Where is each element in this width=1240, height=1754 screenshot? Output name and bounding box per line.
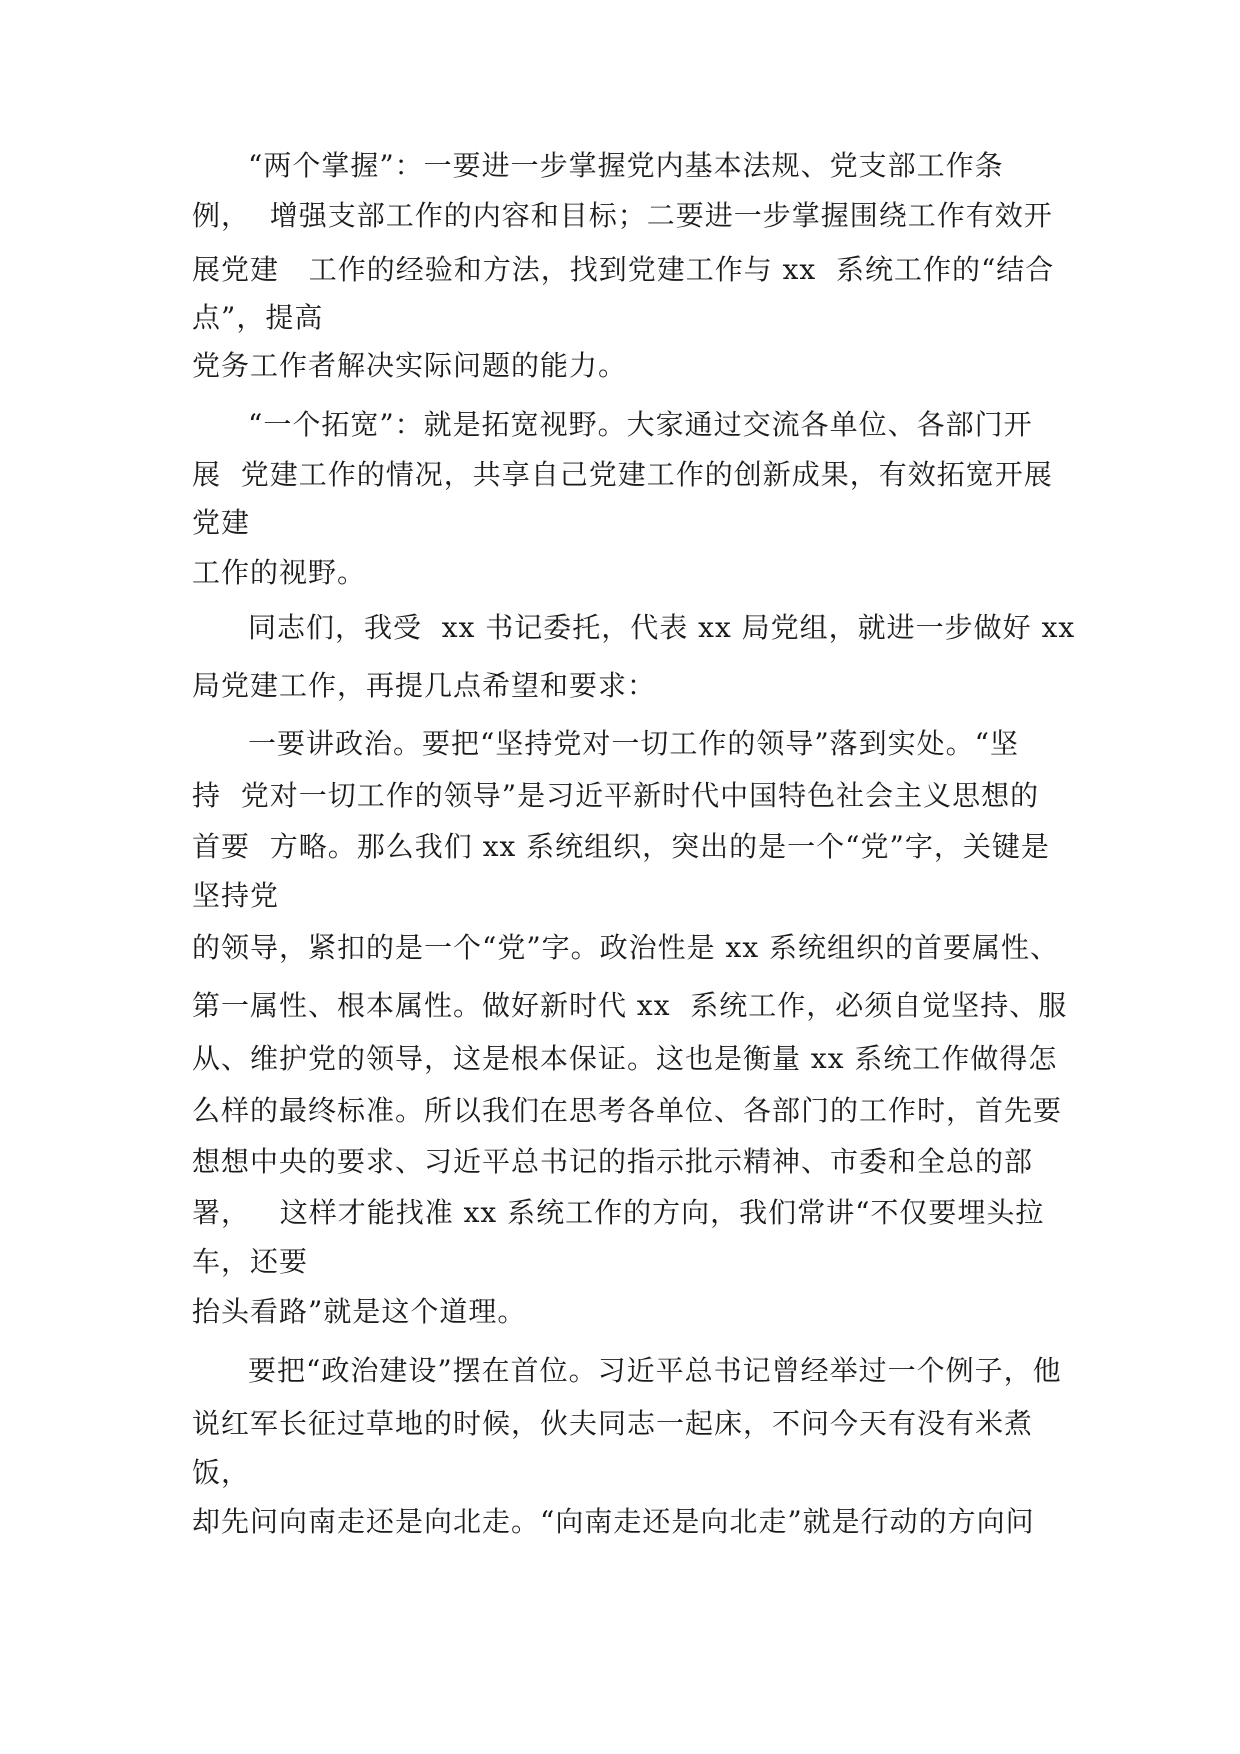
text-line: 党建 bbox=[192, 506, 251, 539]
text-line: 车，还要 bbox=[192, 1245, 309, 1278]
text-line: 从、维护党的领导，这是根本保证。这也是衡量 xx 系统工作做得怎 bbox=[192, 1042, 1058, 1075]
text-line: 例， 增强支部工作的内容和目标；二要进一步掌握围绕工作有效开 bbox=[192, 199, 1053, 232]
text-line: 署， 这样才能找准 xx 系统工作的方向，我们常讲“不仅要埋头拉 bbox=[192, 1196, 1045, 1229]
text-line: 党务工作者解决实际问题的能力。 bbox=[192, 349, 628, 382]
text-line: 工作的视野。 bbox=[192, 556, 367, 589]
text-line: 第一属性、根本属性。做好新时代 xx 系统工作，必须自觉坚持、服 bbox=[192, 989, 1068, 1022]
text-line: 饭， bbox=[192, 1456, 251, 1489]
text-line: 同志们，我受 xx 书记委托，代表 xx 局党组，就进一步做好 xx bbox=[248, 611, 1076, 644]
text-line: 的领导，紧扣的是一个“党”字。政治性是 xx 系统组织的首要属性、 bbox=[192, 931, 1060, 964]
text-line: 抬头看路”就是这个道理。 bbox=[192, 1295, 527, 1328]
text-line: 要把“政治建设”摆在首位。习近平总书记曾经举过一个例子，他 bbox=[248, 1354, 1062, 1387]
text-line: 却先问向南走还是向北走。“向南走还是向北走”就是行动的方向问 bbox=[192, 1505, 1035, 1538]
text-line: 展党建 工作的经验和方法，找到党建工作与 xx 系统工作的“结合 bbox=[192, 253, 1055, 286]
text-line: 持 党对一切工作的领导”是习近平新时代中国特色社会主义思想的 bbox=[192, 779, 1040, 812]
text-line: 想想中央的要求、习近平总书记的指示批示精神、市委和全总的部 bbox=[192, 1145, 1034, 1178]
text-line: 一要讲政治。要把“坚持党对一切工作的领导”落到实处。“坚 bbox=[248, 727, 1019, 760]
text-line: 点”，提高 bbox=[192, 301, 324, 334]
text-line: 首要 方略。那么我们 xx 系统组织，突出的是一个“党”字，关键是 bbox=[192, 830, 1050, 863]
text-line: “一个拓宽”：就是拓宽视野。大家通过交流各单位、各部门开 bbox=[248, 408, 1033, 441]
text-line: “两个掌握”：一要进一步掌握党内基本法规、党支部工作条 bbox=[248, 149, 1004, 182]
text-line: 么样的最终标准。所以我们在思考各单位、各部门的工作时，首先要 bbox=[192, 1094, 1063, 1127]
text-line: 展 党建工作的情况，共享自己党建工作的创新成果，有效拓宽开展 bbox=[192, 458, 1053, 491]
text-line: 局党建工作，再提几点希望和要求： bbox=[192, 669, 657, 702]
text-line: 坚持党 bbox=[192, 879, 280, 912]
text-line: 说红军长征过草地的时候，伙夫同志一起床，不问今天有没有米煮 bbox=[192, 1407, 1034, 1440]
